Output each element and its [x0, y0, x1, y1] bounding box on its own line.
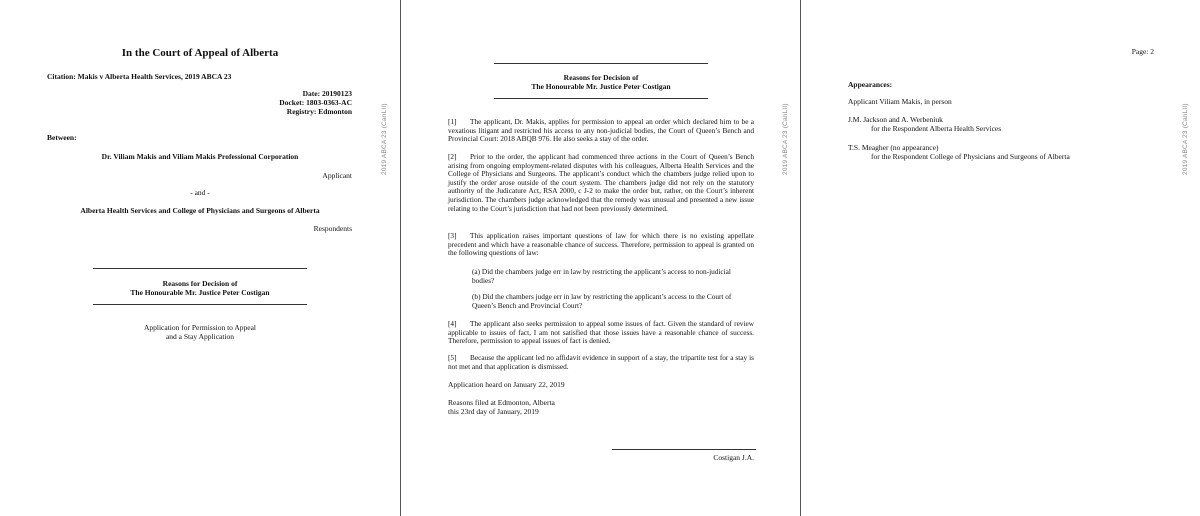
page-number: Page: 2 [1131, 47, 1154, 56]
signature-line [612, 449, 756, 450]
divider-line [93, 304, 307, 305]
document-page-1 [0, 0, 400, 516]
appearance-role: for the Respondent Alberta Health Services [871, 124, 1002, 133]
paragraph-number: [5] [448, 353, 457, 362]
paragraph-text: This application raises important questions of law for which there is no existing appellate precedent and which have a reasonable chance of success. Therefore, permission to appeal is granted on the following questions of law: [448, 231, 754, 258]
divider-line [494, 63, 708, 64]
application-line-1: Application for Permission to Appeal [143, 323, 257, 332]
paragraph-text: Because the applicant led no affidavit evidence in support of a stay, the tripartite test for a stay is not met and that application is dismissed. [448, 353, 754, 371]
citation: Citation: Makis v Alberta Health Services, 2019 ABCA 23 [47, 72, 232, 81]
paragraph-number: [2] [448, 152, 457, 161]
and-separator: - and - [190, 188, 210, 197]
paragraph-2 [448, 153, 754, 213]
paragraph-4 [448, 320, 754, 346]
divider-line [494, 98, 708, 99]
paragraph-3 [448, 232, 754, 258]
appearance-name: J.M. Jackson and A. Werbeniuk [848, 115, 943, 124]
appearance-name: Applicant Viliam Makis, in person [848, 97, 952, 106]
document-page-2 [402, 0, 800, 516]
filed-date: this 23rd day of January, 2019 [448, 407, 539, 416]
paragraph-number: [4] [448, 319, 457, 328]
page-divider [800, 0, 801, 516]
page-divider [400, 0, 401, 516]
court-heading: In the Court of Appeal of Alberta [121, 47, 279, 59]
application-line-2: and a Stay Application [165, 332, 235, 341]
paragraph-text: The applicant, Dr. Makis, applies for permission to appeal an order which declared him to be a vexatious litigant and restricted his access to any non-judicial bodies, the Court of Queen’s Bench and Provincial Court: 2018 ABQB 976. He also seeks a stay of the order. [448, 117, 754, 144]
hearing-date: Application heard on January 22, 2019 [448, 380, 565, 389]
docket-number: Docket: 1803-0363-AC [279, 98, 352, 107]
paragraph-1 [448, 118, 754, 144]
respondent-name: Alberta Health Services and College of Physicians and Surgeons of Alberta [80, 206, 320, 215]
appearance-role: for the Respondent College of Physicians and Surgeons of Alberta [871, 152, 1070, 161]
paragraph-5 [448, 354, 754, 371]
canlii-sidenote: 2019 ABCA 23 (CanLII) [1182, 103, 1189, 175]
paragraph-number: [1] [448, 117, 457, 126]
respondent-role: Respondents [313, 224, 352, 233]
question-b: (b) Did the chambers judge err in law by restricting the applicant’s access to the Court of Queen’s Bench and Provincial Court? [472, 292, 732, 310]
registry: Registry: Edmonton [286, 107, 352, 116]
reasons-title: Reasons for Decision of [162, 279, 238, 288]
paragraph-number: [3] [448, 231, 457, 240]
justice-name: The Honourable Mr. Justice Peter Costigan [531, 82, 671, 91]
reasons-title: Reasons for Decision of [563, 73, 639, 82]
canlii-sidenote: 2019 ABCA 23 (CanLII) [782, 103, 789, 175]
paragraph-text: Prior to the order, the applicant had commenced three actions in the Court of Queen’s Bench arising from ongoing employment-related disputes with his colleagues, Alberta Health Services and the College of Physicians and Surgeons. The applicant’s conduct which the chambers judge relied upon to justify the order arose outside of the court system. The chambers judge did not rely on the statutory authority of the Judicature Act, RSA 2000, c J-2 to make the order but, rather, on the Court’s inherent jurisdiction. The chambers judge acknowledged that the remedy was unusual and presented a new issue relating to the Court’s jurisdiction that had not been previously determined. [448, 152, 754, 213]
canlii-sidenote: 2019 ABCA 23 (CanLII) [381, 103, 388, 175]
decision-date: Date: 20190123 [302, 89, 352, 98]
between-label: Between: [47, 133, 77, 142]
document-page-3 [802, 0, 1200, 516]
justice-name: The Honourable Mr. Justice Peter Costigan [130, 288, 270, 297]
question-a: (a) Did the chambers judge err in law by restricting the applicant’s access to non-judicial bodies? [472, 267, 731, 285]
appearances-heading: Appearances: [848, 80, 893, 89]
appearance-name: T.S. Meagher (no appearance) [848, 143, 939, 152]
signature: Costigan J.A. [713, 453, 754, 462]
applicant-name: Dr. Viliam Makis and Viliam Makis Professional Corporation [101, 152, 299, 161]
paragraph-text: The applicant also seeks permission to appeal some issues of fact. Given the standard of review applicable to issues of fact, I am not satisfied that those issues have a reasonable chance of success. Therefore, permission to appeal issues of fact is denied. [448, 319, 754, 346]
divider-line [93, 268, 307, 269]
applicant-role: Applicant [322, 171, 352, 180]
filed-location: Reasons filed at Edmonton, Alberta [448, 398, 555, 407]
